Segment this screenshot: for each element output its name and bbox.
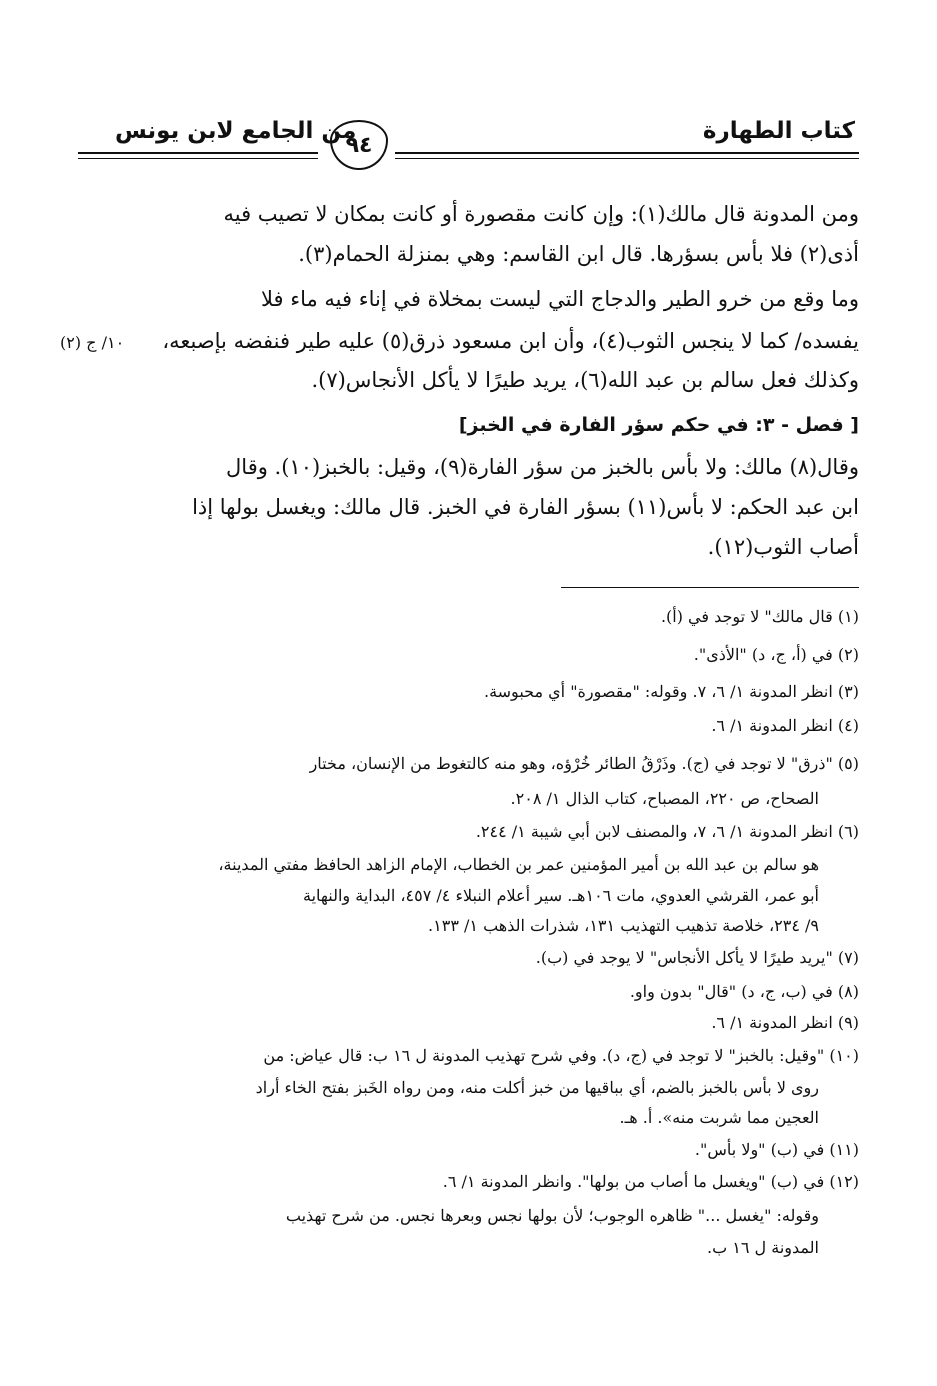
- footnote-continuation: العجين مما شربت منه». أ. هـ.: [619, 1108, 819, 1127]
- footnote: (١٠) "وقيل: بالخبز" لا توجد في (ج، د). وفي شرح تهذيب المدونة ل ١٦ ب: قال عياض: من: [263, 1046, 859, 1065]
- footnote-separator: [561, 587, 859, 588]
- footnote-continuation: أبو عمر، القرشي العدوي، مات ١٠٦هـ. سير أعلام النبلاء ٤/ ٤٥٧، البداية والنهاية: [303, 886, 819, 905]
- body-line: ابن عبد الحكم: لا بأس(١١) بسؤر الفارة في الخبز. قال مالك: ويغسل بولها إذا: [192, 495, 859, 519]
- footnote: (٤) انظر المدونة ١/ ٦.: [711, 716, 859, 735]
- page-number-ornament: [330, 120, 388, 170]
- margin-note: ١٠/ ج (٢): [60, 333, 125, 352]
- footnote: (٧) "يريد طيرًا لا يأكل الأنجاس" لا يوجد في (ب).: [535, 948, 859, 967]
- header-rule-left-thin: [78, 158, 318, 159]
- footnote: (١٢) في (ب) "ويغسل ما أصاب من بولها". وانظر المدونة ١/ ٦.: [442, 1172, 859, 1191]
- footnote: (٥) "ذرق" لا توجد في (ج). وذَرْقُ الطائر خُرْؤه، وهو منه كالتغوط من الإنسان، مختار: [309, 754, 859, 773]
- footnote: (١) قال مالك" لا توجد في (أ).: [660, 607, 859, 626]
- footnote: (٩) انظر المدونة ١/ ٦.: [711, 1013, 859, 1032]
- footnote-continuation: روى لا بأس بالخبز بالضم، أي بباقيها من خبز أكلت منه، ومن رواه الخَبز بفتح الخاء أراد: [255, 1078, 819, 1097]
- footnote: (٣) انظر المدونة ١/ ٦، ٧. وقوله: "مقصورة" أي محبوسة.: [483, 682, 859, 701]
- footnote: (٢) في (أ، ج، د) "الأذى".: [693, 645, 859, 664]
- body-line: ومن المدونة قال مالك(١): وإن كانت مقصورة أو كانت بمكان لا تصيب فيه: [223, 202, 859, 226]
- source-title: من الجامع لابن يونس: [115, 118, 357, 144]
- body-line: أصاب الثوب(١٢).: [707, 535, 859, 559]
- body-line: أذى(٢) فلا بأس بسؤرها. قال ابن القاسم: وهي بمنزلة الحمام(٣).: [298, 242, 859, 266]
- footnote: (٨) في (ب، ج، د) "قال" بدون واو.: [629, 982, 859, 1001]
- footnote-continuation: الصحاح، ص ٢٢٠، المصباح، كتاب الذال ١/ ٢٠٨.: [510, 789, 819, 808]
- body-line: وكذلك فعل سالم بن عبد الله(٦)، يريد طيرًا لا يأكل الأنجاس(٧).: [311, 368, 859, 392]
- footnote-continuation: وقوله: "يغسل ..." ظاهره الوجوب؛ لأن بولها نجس وبعرها نجس. من شرح تهذيب: [285, 1206, 819, 1225]
- header-rule-left: [78, 152, 318, 154]
- footnote: (٦) انظر المدونة ١/ ٦، ٧، والمصنف لابن أبي شيبة ١/ ٢٤٤.: [475, 822, 859, 841]
- book-title: كتاب الطهارة: [702, 118, 855, 144]
- section-title: [ فصل - ٣: في حكم سؤر الفارة في الخبز]: [458, 414, 859, 436]
- page-number-text: ٩٤: [345, 132, 373, 158]
- page-number: [330, 120, 388, 170]
- footnote-continuation: المدونة ل ١٦ ب.: [707, 1238, 819, 1257]
- header-rule-right-thin: [395, 158, 859, 159]
- body-line: وقال(٨) مالك: ولا بأس بالخبز من سؤر الفارة(٩)، وقيل: بالخبز(١٠). وقال: [226, 455, 859, 479]
- body-line: وما وقع من خرو الطير والدجاج التي ليست بمخلاة في إناء فيه ماء فلا: [260, 287, 859, 311]
- footnote-continuation: هو سالم بن عبد الله بن أمير المؤمنين عمر بن الخطاب، الإمام الزاهد الحافظ مفتي المدينة،: [218, 855, 819, 874]
- header-rule-right: [395, 152, 859, 154]
- footnote: (١١) في (ب) "ولا بأس".: [694, 1140, 859, 1159]
- footnote-continuation: ٩/ ٢٣٤، خلاصة تذهيب التهذيب ١٣١، شذرات الذهب ١/ ١٣٣.: [428, 916, 819, 935]
- body-line: يفسده/ كما لا ينجس الثوب(٤)، وأن ابن مسعود ذرق(٥) عليه طير فنفضه بإصبعه،: [162, 329, 859, 353]
